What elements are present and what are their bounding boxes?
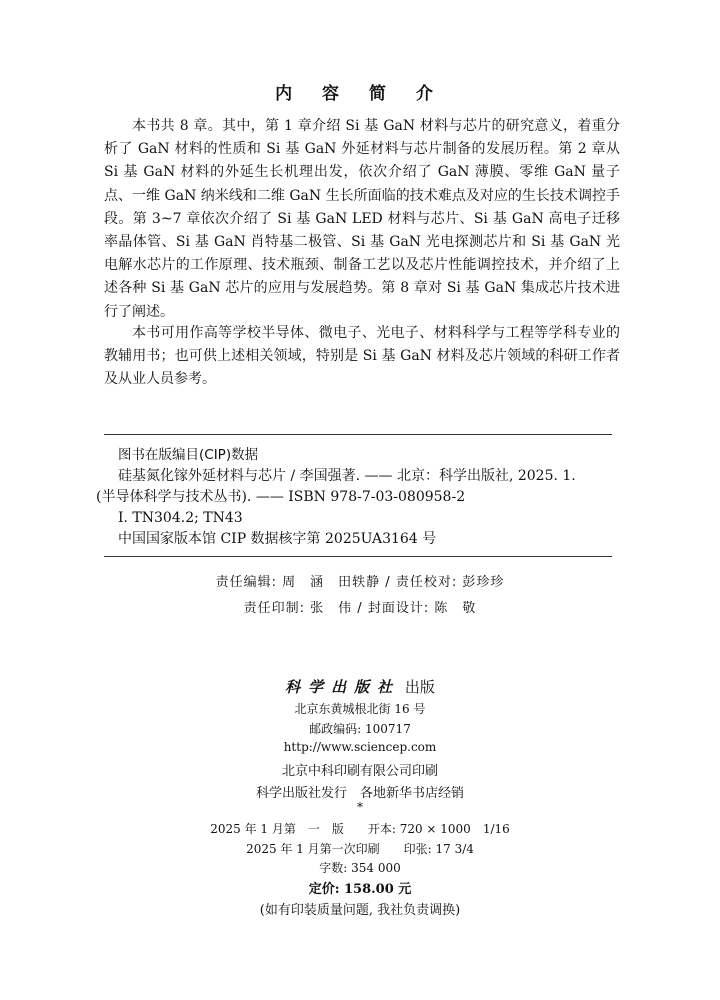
note-line: (如有印装质量问题, 我社负责调换) [259, 903, 461, 918]
cip-line-2: (半导体科学与技术丛书). —— ISBN 978-7-03-080958-2 [96, 489, 466, 505]
summary-text-2: 本书可用作高等学校半导体、微电子、光电子、材料科学与工程等学科专业的教辅用书；也可供上述相关领域，特别是 Si 基 GaN 材料及芯片领域的科研工作者及从业人员参考。 [104, 325, 620, 388]
separator-asterisk: * [357, 800, 363, 814]
publisher-logo: 科学出版社 [285, 678, 401, 696]
edition-line: 2025 年 1 月第 一 版 开本: 720 × 1000 1/16 [210, 822, 510, 836]
summary-paragraph-1 [104, 115, 620, 324]
cip-line-3: Ⅰ. TN304.2; TN43 [118, 510, 243, 526]
publisher-postcode: 邮政编码: 100717 [309, 722, 411, 736]
printer-line: 北京中科印刷有限公司印刷 [281, 764, 438, 779]
price-line: 定价: 158.00 元 [308, 882, 412, 897]
summary-paragraph-2 [104, 322, 620, 392]
distribution-line: 科学出版社发行 各地新华书店经销 [255, 786, 464, 801]
publish-word: 出版 [404, 678, 435, 696]
cip-bottom-rule [104, 556, 612, 557]
wordcount-line: 字数: 354 000 [319, 861, 401, 875]
printing-line: 2025 年 1 月第一次印刷 印张: 17 3/4 [246, 842, 474, 856]
page-title: 内 容 简 介 [275, 84, 445, 104]
cip-top-rule [104, 434, 612, 435]
publisher-line [0, 676, 720, 697]
publisher-url: http://www.sciencep.com [283, 740, 437, 754]
cip-heading: 图书在版编目(CIP)数据 [118, 447, 259, 463]
summary-text-1: 本书共 8 章。其中，第 1 章介绍 Si 基 GaN 材料与芯片的研究意义，着重分析了 GaN 材料的性质和 Si 基 GaN 外延材料与芯片制备的发展历程。第 2 章从 Si 基 GaN 材料的外延生长机理出发，依次介绍了 GaN 薄膜、零维 GaN 量子点、一维 GaN 纳米线和二维 GaN 生长所面临的技术难点及对应的生长技术调控手段。第 3~7 章依次介绍了 Si 基 GaN LED 材料与芯片、Si 基 GaN 高电子迁移率晶体管、Si 基 GaN 肖特基二极管、Si 基 GaN 光电探测芯片和 Si 基 GaN 光电解水芯片的工作原理、技术瓶颈、制备工艺以及芯片性能调控技术，并介绍了上述各种 Si 基 GaN 芯片的应用与发展趋势。第 8 章对 Si 基 GaN 集成芯片技术进行了阐述。 [104, 118, 620, 320]
cip-line-1: 硅基氮化镓外延材料与芯片 / 李国强著. —— 北京：科学出版社, 2025. 1. [118, 468, 576, 484]
credits-line-1: 责任编辑: 周 涵 田轶静 / 责任校对: 彭珍珍 [215, 575, 505, 590]
cip-line-4: 中国国家版本馆 CIP 数据核字第 2025UA3164 号 [118, 531, 437, 547]
publisher-address: 北京东黄城根北街 16 号 [294, 702, 426, 716]
credits-line-2: 责任印制: 张 伟 / 封面设计: 陈 敬 [243, 601, 477, 616]
cip-block [96, 445, 628, 550]
